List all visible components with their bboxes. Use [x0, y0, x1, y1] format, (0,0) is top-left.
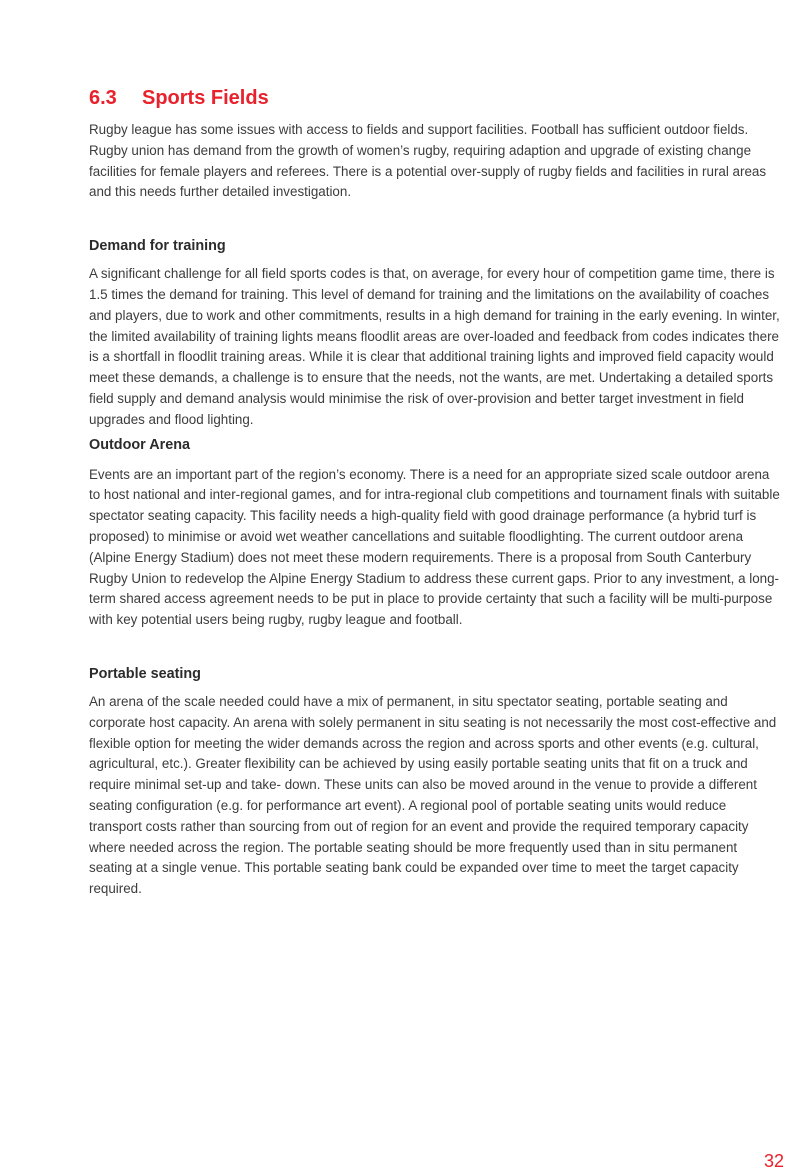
section-number: 6.3 [89, 87, 117, 109]
page-number: 32 [763, 1151, 784, 1171]
portable-seating-paragraph: An arena of the scale needed could have a mix of permanent, in situ spectator seating, portable seating and corporate host capacity. An arena with solely permanent in situ seating is not necessarily the most cost-effective and flexible option for meeting the wider demands across the region and across sports and other events (e.g. cultural, agricultural, etc.). Greater flexibility can be achieved by using easily portable seating units that fit on a truck and require minimal set-up and take- down. These units can also be moved around in the venue to provide a different seating configuration (e.g. for performance art event). A regional pool of portable seating units would reduce transport costs rather than sourcing from out of region for an event and provide the required temporary capacity where needed across the region. The portable seating should be more frequently used than in situ permanent seating at a single venue. This portable seating bank could be expanded over time to meet the target capacity required. [89, 693, 777, 897]
arena-heading: Outdoor Arena [89, 436, 191, 453]
page-content [89, 86, 781, 900]
portable-seating-heading: Portable seating [89, 665, 201, 682]
section-heading [89, 86, 781, 110]
section-title: Sports Fields [142, 87, 269, 109]
arena-paragraph: Events are an important part of the region’s economy. There is a need for an appropriate sized scale outdoor arena to host national and inter-regional games, and for intra-regional club competitions and tournament finals with suitable spectator seating capacity. This facility needs a high-quality field with good drainage performance (a hybrid turf is proposed) to minimise or avoid wet weather cancellations and suitable floodlighting. The current outdoor arena (Alpine Energy Stadium) does not meet these modern requirements. There is a proposal from South Canterbury Rugby Union to redevelop the Alpine Energy Stadium to address these current gaps. Prior to any investment, a long-term shared access agreement needs to be put in place to provide certainty that such a facility will be multi-purpose with key potential users being rugby, rugby league and football. [89, 466, 780, 628]
training-paragraph: A significant challenge for all field sports codes is that, on average, for every hour of competition game time, there is 1.5 times the demand for training. This level of demand for training and the limitations on the availability of coaches and players, due to work and other commitments, results in a high demand for training in the early evening. In winter, the limited availability of training lights means floodlit areas are over-loaded and feedback from codes indicates there is a shortfall in floodlit training areas. While it is clear that additional training lights and improved field capacity would meet these demands, a challenge is to ensure that the needs, not the wants, are met. Undertaking a detailed sports field supply and demand analysis would minimise the risk of over-provision and better target investment in field upgrades and flood lighting. [89, 266, 780, 427]
training-heading: Demand for training [89, 238, 226, 255]
intro-paragraph: Rugby league has some issues with access to fields and support facilities. Football has sufficient outdoor fields. Rugby union has demand from the growth of women’s rugby, requiring adaption and upgrade of existing change facilities for female players and referees. There is a potential over-supply of rugby fields and facilities in rural areas and this needs further detailed investigation. [89, 122, 767, 200]
